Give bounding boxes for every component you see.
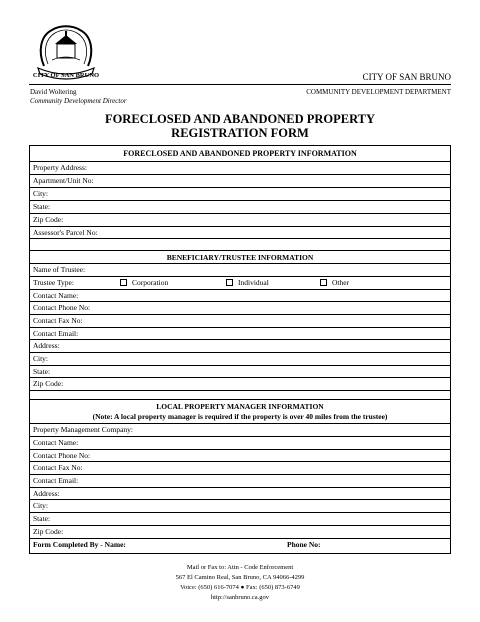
field-completed-by-name[interactable]: Form Completed By - Name: <box>33 540 126 549</box>
field-property-state[interactable]: State: <box>30 201 450 214</box>
trustee-type-row <box>30 277 450 290</box>
city-seal-logo <box>30 22 102 80</box>
field-property-zip[interactable]: Zip Code: <box>30 214 450 227</box>
form-title-line-1: FORECLOSED AND ABANDONED PROPERTY <box>104 112 376 126</box>
checkbox-corporation[interactable] <box>120 279 127 286</box>
footer-contact <box>0 563 480 603</box>
field-property-management-company[interactable]: Property Management Company: <box>30 424 450 437</box>
field-trustee-contact-phone[interactable]: Contact Phone No: <box>30 302 450 315</box>
department-name: COMMUNITY DEVELOPMENT DEPARTMENT <box>306 88 451 96</box>
option-other-label: Other <box>332 278 350 287</box>
option-individual-label: Individual <box>238 278 269 287</box>
field-property-city[interactable]: City: <box>30 188 450 201</box>
director-title: Community Development Director <box>30 97 127 105</box>
field-manager-contact-name[interactable]: Contact Name: <box>30 437 450 450</box>
registration-form-table <box>29 145 451 554</box>
field-manager-state[interactable]: State: <box>30 513 450 526</box>
property-section-heading: FORECLOSED AND ABANDONED PROPERTY INFORMATION <box>30 146 450 162</box>
checkbox-other[interactable] <box>320 279 327 286</box>
field-manager-contact-phone[interactable]: Contact Phone No: <box>30 450 450 462</box>
field-property-address[interactable]: Property Address: <box>30 162 450 175</box>
header-divider <box>29 84 451 85</box>
seal-text: CITY OF SAN BRUNO <box>32 72 100 79</box>
form-title-line-2: REGISTRATION FORM <box>171 125 309 140</box>
field-assessors-parcel-no[interactable]: Assessor's Parcel No: <box>30 227 450 239</box>
spacer-row <box>30 391 450 400</box>
footer-website-link[interactable]: http://sanbruno.ca.gov <box>210 594 270 601</box>
field-trustee-contact-email[interactable]: Contact Email: <box>30 328 450 340</box>
field-manager-address[interactable]: Address: <box>30 488 450 500</box>
field-trustee-zip[interactable]: Zip Code: <box>30 378 450 391</box>
completed-by-row <box>30 539 450 553</box>
field-trustee-city[interactable]: City: <box>30 353 450 366</box>
footer-mail-line: Mail or Fax to: Attn - Code Enforcement <box>186 564 294 571</box>
beneficiary-section-heading: BENEFICIARY/TRUSTEE INFORMATION <box>30 251 450 264</box>
field-manager-contact-email[interactable]: Contact Email: <box>30 475 450 488</box>
trustee-type-label: Trustee Type: <box>33 278 74 287</box>
manager-heading-title: LOCAL PROPERTY MANAGER INFORMATION <box>156 402 324 411</box>
field-trustee-contact-name[interactable]: Contact Name: <box>30 290 450 302</box>
manager-heading-note: (Note: A local property manager is required if the property is over 40 miles from the trustee) <box>92 412 388 421</box>
manager-section-heading <box>30 400 450 424</box>
city-name: CITY OF SAN BRUNO <box>362 72 451 82</box>
checkbox-individual[interactable] <box>226 279 233 286</box>
field-trustee-state[interactable]: State: <box>30 366 450 378</box>
field-completed-by-phone[interactable]: Phone No: <box>287 540 321 549</box>
option-corporation-label: Corporation <box>132 278 169 287</box>
form-title <box>0 113 480 140</box>
director-name: David Woltering <box>30 88 77 96</box>
field-trustee-contact-fax[interactable]: Contact Fax No: <box>30 315 450 328</box>
footer-phone-fax-line: Voice: (650) 616-7074 ● Fax: (650) 873-6749 <box>180 584 300 591</box>
field-manager-city[interactable]: City: <box>30 500 450 513</box>
field-manager-zip[interactable]: Zip Code: <box>30 526 450 539</box>
field-trustee-address[interactable]: Address: <box>30 340 450 353</box>
footer-address-line: 567 El Camino Real, San Bruno, CA 94066-4299 <box>175 574 305 581</box>
field-apartment-unit-no[interactable]: Apartment/Unit No: <box>30 175 450 188</box>
field-name-of-trustee[interactable]: Name of Trustee: <box>30 264 450 277</box>
spacer-row <box>30 239 450 251</box>
field-manager-contact-fax[interactable]: Contact Fax No: <box>30 462 450 475</box>
